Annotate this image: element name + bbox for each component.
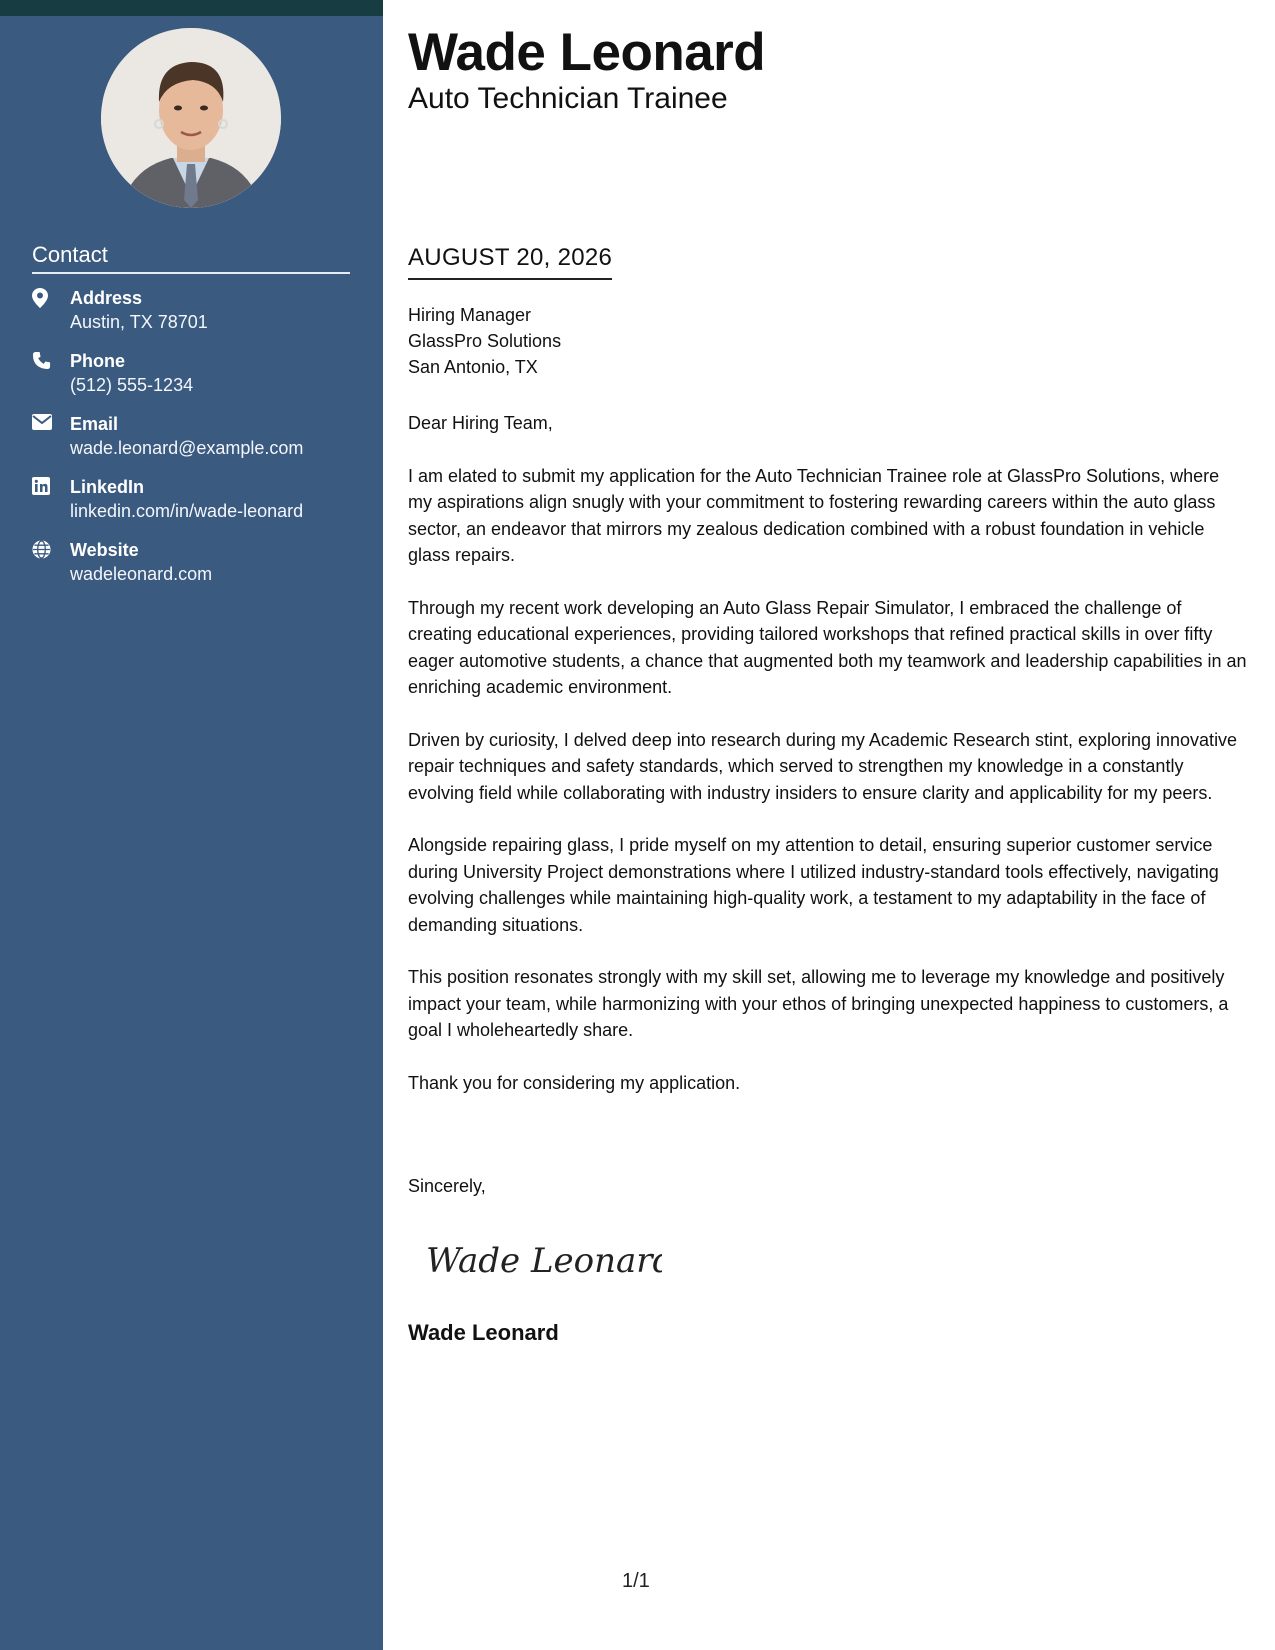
applicant-name: Wade Leonard: [408, 23, 766, 82]
page-number: 1/1: [622, 1570, 650, 1592]
contact-heading: Contact: [32, 242, 350, 274]
letter-date: AUGUST 20, 2026: [408, 244, 612, 280]
body-paragraph: I am elated to submit my application for the Auto Technician Trainee role at GlassPro Solutions, where my aspirations align snugly with your commitment to fostering rewarding careers within the auto glass sector, an endeavor that mirrors my zealous dedication combined with a robust foundation in vehicle glass repairs.: [408, 465, 1220, 565]
recipient-line: San Antonio, TX: [408, 357, 538, 377]
contact-value[interactable]: wadeleonard.com: [70, 564, 213, 584]
sidebar-top-bar: [0, 0, 383, 16]
contact-label: Website: [70, 540, 139, 560]
recipient-line: Hiring Manager: [408, 305, 532, 325]
signature: [422, 1230, 662, 1295]
contact-item-address: [32, 286, 362, 334]
contact-list: [32, 286, 362, 601]
contact-label: Address: [70, 288, 143, 308]
contact-value[interactable]: linkedin.com/in/wade-leonard: [70, 501, 304, 521]
contact-value: Austin, TX 78701: [70, 312, 208, 332]
sidebar: [0, 16, 383, 1650]
closing: Sincerely,: [408, 1176, 486, 1196]
body-paragraph: This position resonates strongly with my skill set, allowing me to leverage my knowledge and positively impact your team, while harmonizing with your ethos of bringing unexpected happiness to customers, a goal I wholeheartedly share.: [408, 967, 1229, 1040]
globe-icon: [32, 538, 70, 586]
contact-label: Email: [70, 414, 119, 434]
linkedin-icon: [32, 475, 70, 523]
body-paragraph: Driven by curiosity, I delved deep into research during my Academic Research stint, exploring innovative repair techniques and safety standards, which served to strengthen my knowledge in a constantly evolving field while collaborating with industry insiders to ensure clarity and applicability for my peers.: [408, 729, 1238, 803]
map-pin-icon: [32, 286, 70, 334]
greeting: Dear Hiring Team,: [408, 413, 553, 433]
applicant-title: Auto Technician Trainee: [408, 82, 728, 115]
signed-name: Wade Leonard: [408, 1320, 559, 1345]
contact-item-website: [32, 538, 362, 586]
body-paragraph: Alongside repairing glass, I pride myself on my attention to detail, ensuring superior customer service during University Project demonstrations where I utilized industry-standard tools effectively, navigating evolving challenges while maintaining high-quality work, a testament to my adaptability in the face of demanding situations.: [408, 835, 1219, 935]
recipient-block: [408, 302, 561, 380]
contact-label: LinkedIn: [70, 477, 145, 497]
contact-value: (512) 555-1234: [70, 375, 194, 395]
contact-label: Phone: [70, 351, 126, 371]
body-paragraph: Through my recent work developing an Auto Glass Repair Simulator, I embraced the challenge of creating educational experiences, providing tailored workshops that refined practical skills in over fifty eager automotive students, a chance that augmented both my teamwork and leadership capabilities in an enriching academic environment.: [408, 597, 1247, 697]
recipient-line: GlassPro Solutions: [408, 331, 562, 351]
envelope-icon: [32, 412, 70, 460]
letter-body: [408, 410, 1248, 1122]
letter-main: [408, 0, 1248, 1650]
phone-icon: [32, 349, 70, 397]
signature-script: Wade Leonard: [426, 1241, 662, 1281]
avatar: [101, 28, 281, 208]
contact-value[interactable]: wade.leonard@example.com: [70, 438, 304, 458]
body-paragraph: Thank you for considering my application.: [408, 1072, 741, 1093]
contact-item-email: [32, 412, 362, 460]
contact-item-linkedin: [32, 475, 362, 523]
contact-item-phone: [32, 349, 362, 397]
